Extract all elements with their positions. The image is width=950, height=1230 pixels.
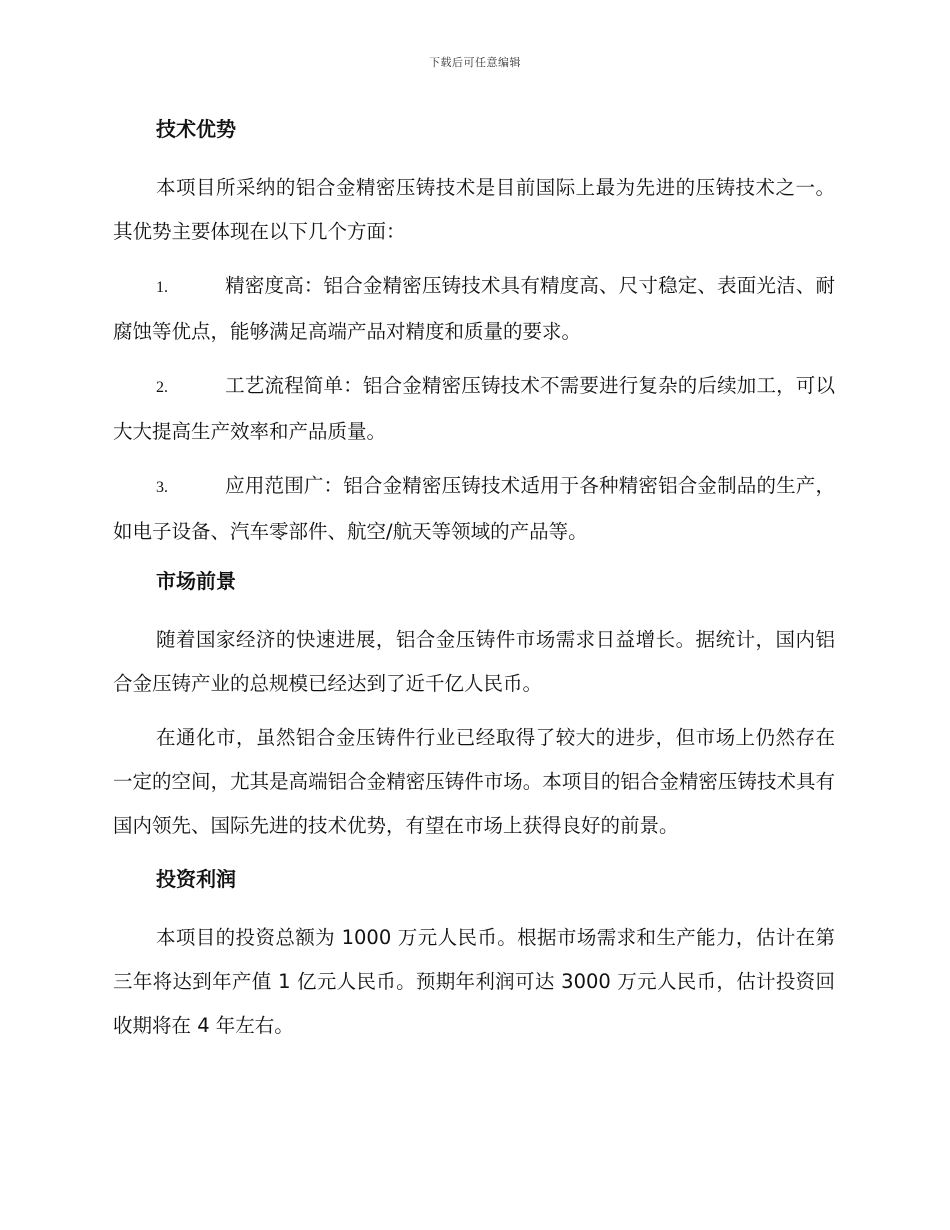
tech-intro-paragraph: 本项目所采纳的铝合金精密压铸技术是目前国际上最为先进的压铸技术之一。其优势主要体现在以下几个方面：	[113, 176, 835, 243]
market-paragraph: 随着国家经济的快速进展，铝合金压铸件市场需求日益增长。据统计，国内铝合金压铸产业的总规模已经达到了近千亿人民币。	[113, 628, 835, 695]
list-item-number: 2.	[156, 379, 168, 396]
section-title-market: 市场前景	[156, 569, 236, 593]
list-item-text: 精密度高：铝合金精密压铸技术具有精度高、尺寸稳定、表面光洁、耐腐蚀等优点，能够满足高端产品对精度和质量的要求。	[113, 274, 835, 343]
market-paragraph: 在通化市，虽然铝合金压铸件行业已经取得了较大的进步，但市场上仍然存在一定的空间，尤其是高端铝合金精密压铸件市场。本项目的铝合金精密压铸技术具有国内领先、国际先进的技术优势，有望在市场上获得良好的前景。	[113, 726, 835, 837]
list-item-text: 应用范围广：铝合金精密压铸技术适用于各种精密铝合金制品的生产，如电子设备、汽车零部件、航空/航天等领域的产品等。	[113, 474, 835, 543]
section-title-invest: 投资利润	[156, 867, 236, 891]
list-item-text: 工艺流程简单：铝合金精密压铸技术不需要进行复杂的后续加工，可以大大提高生产效率和产品质量。	[113, 374, 835, 443]
list-item	[113, 264, 835, 354]
list-item-number: 3.	[156, 479, 168, 496]
list-item-number: 1.	[156, 279, 168, 296]
document-body	[113, 112, 835, 1058]
section-title-tech: 技术优势	[156, 117, 236, 141]
invest-paragraph: 本项目的投资总额为 1000 万元人民币。根据市场需求和生产能力，估计在第三年将达到年产值 1 亿元人民币。预期年利润可达 3000 万元人民币，估计投资回收期将在 4 年左右。	[113, 926, 835, 1037]
list-item	[113, 464, 835, 554]
list-item	[113, 364, 835, 454]
page-header-note: 下载后可任意编辑	[429, 56, 521, 69]
